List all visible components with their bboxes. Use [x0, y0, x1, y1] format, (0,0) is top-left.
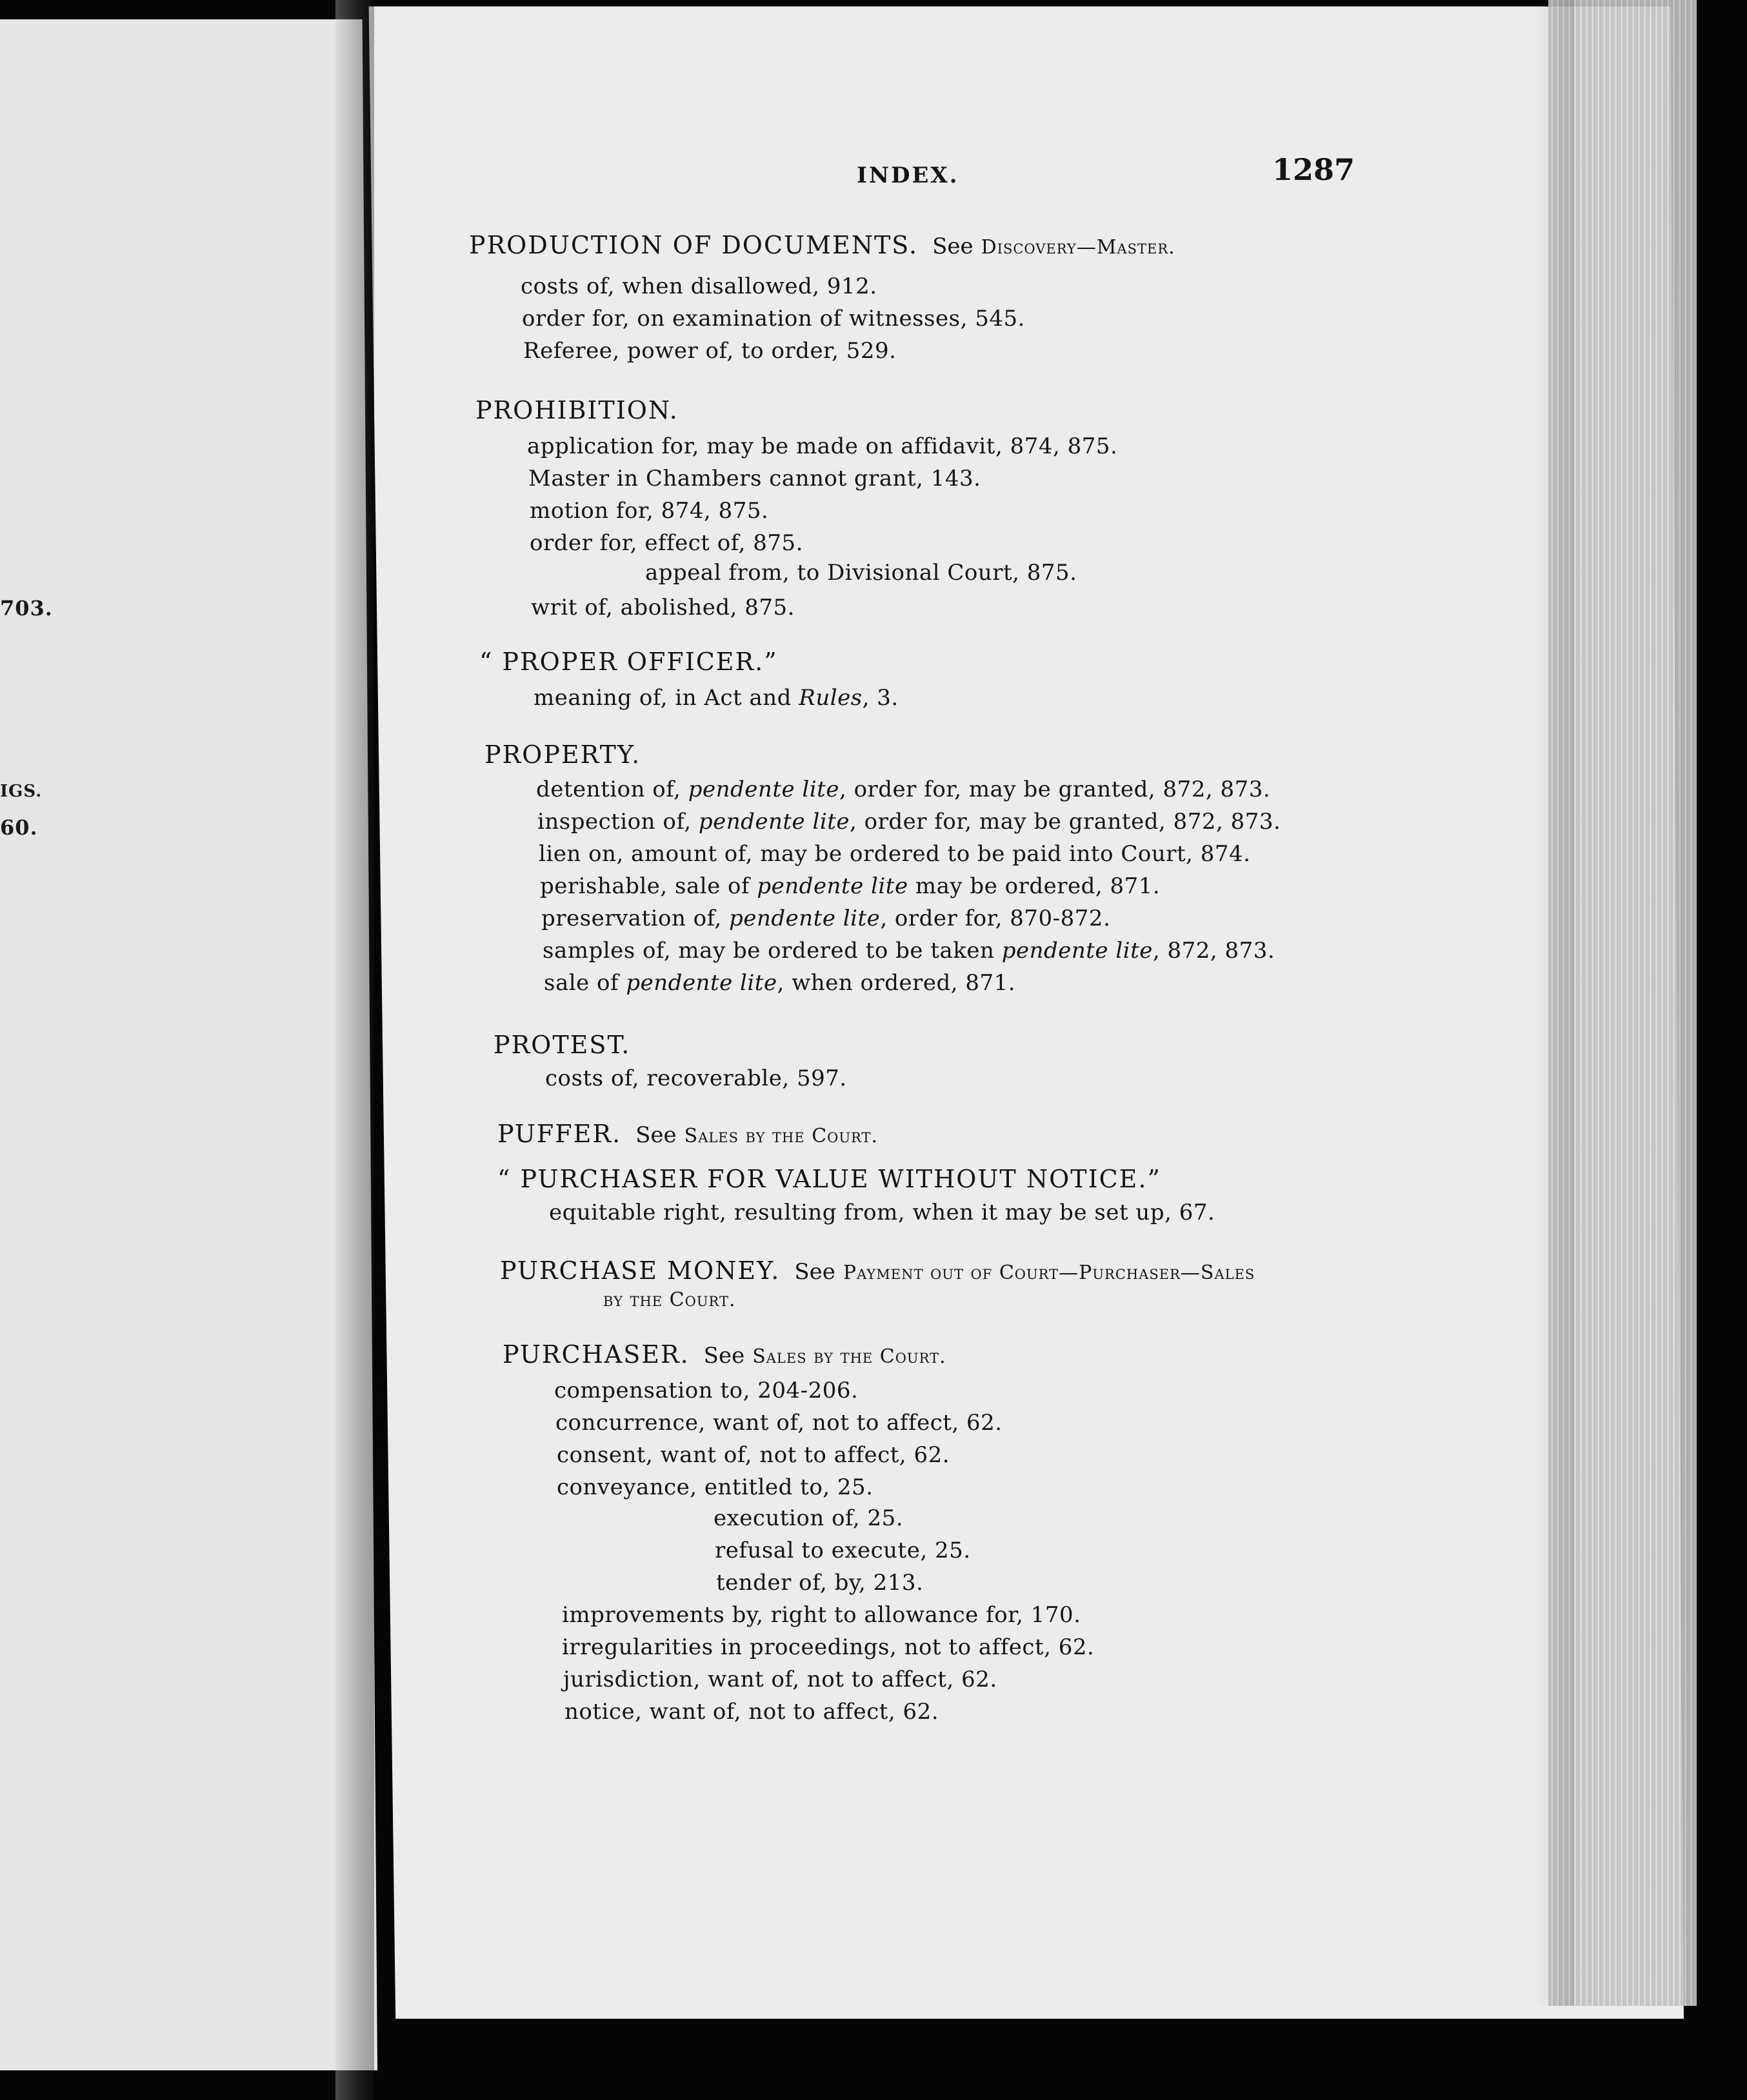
index-subentry [541, 906, 1110, 931]
page-number: 1287 [1272, 152, 1355, 187]
index-subentry: conveyance, entitled to, 25. [557, 1474, 874, 1500]
subentry-italic: Rules [799, 685, 863, 711]
index-subentry: Master in Chambers cannot grant, 143. [528, 466, 981, 491]
subentry-text: samples of, may be ordered to be taken [543, 938, 1002, 964]
see-word: See [794, 1259, 835, 1285]
index-heading-protest [494, 1031, 630, 1059]
book-gutter [335, 0, 374, 2100]
left-page-fragment: 60. [0, 815, 38, 840]
cross-reference: Discovery—Master. [981, 236, 1175, 259]
index-subentry [536, 777, 1270, 802]
index-subentry [543, 938, 1275, 964]
index-subentry [544, 970, 1015, 996]
index-subentry-nested: tender of, by, 213. [716, 1570, 924, 1596]
subentry-italic: pendente lite [729, 906, 881, 931]
page-edge-shadow [1535, 0, 1574, 2006]
cross-reference: Payment out of Court—Purchaser—Sales [843, 1262, 1255, 1284]
index-heading-proper-officer [479, 648, 778, 676]
heading-text: PROPERTY. [484, 740, 641, 769]
index-subentry: Referee, power of, to order, 529. [523, 338, 897, 364]
subentry-text: meaning of, in Act and [534, 685, 799, 711]
running-header: INDEX. [857, 163, 959, 188]
subentry-italic: pendente lite [757, 873, 908, 899]
cross-reference: Sales by the Court. [752, 1345, 946, 1368]
index-subentry [537, 809, 1281, 835]
index-subentry-nested: execution of, 25. [714, 1505, 904, 1531]
index-subentry: order for, on examination of witnesses, 545. [522, 306, 1025, 332]
index-heading-prohibition [475, 396, 679, 424]
index-heading-property [484, 740, 641, 769]
subentry-text: , order for, may be granted, 872, 873. [850, 809, 1281, 835]
index-subentry: costs of, recoverable, 597. [545, 1065, 847, 1091]
index-heading-purchaser-for-value [497, 1165, 1161, 1193]
index-subentry: jurisdiction, want of, not to affect, 62. [563, 1667, 997, 1692]
index-subentry-nested: appeal from, to Divisional Court, 875. [645, 560, 1077, 586]
see-word: See [932, 233, 973, 259]
index-subentry: compensation to, 204-206. [554, 1378, 859, 1403]
heading-text: PUFFER. [497, 1120, 622, 1148]
index-heading-production-of-documents [469, 231, 1175, 259]
index-subentry-nested: refusal to execute, 25. [715, 1538, 971, 1563]
subentry-italic: pendente lite [1001, 938, 1153, 964]
index-subentry [534, 685, 899, 711]
subentry-text: sale of [544, 970, 626, 996]
index-subentry: order for, effect of, 875. [530, 530, 803, 556]
see-word: See [635, 1122, 677, 1148]
index-heading-purchaser [503, 1340, 946, 1369]
index-subentry: motion for, 874, 875. [530, 498, 769, 524]
subentry-text: , order for, may be granted, 872, 873. [839, 777, 1271, 802]
index-subentry: irregularities in proceedings, not to affect, 62. [562, 1634, 1095, 1660]
heading-text: “ PURCHASER FOR VALUE WITHOUT NOTICE.” [497, 1165, 1161, 1193]
heading-text: PURCHASE MONEY. [500, 1256, 781, 1285]
index-subentry [540, 873, 1160, 899]
subentry-text: may be ordered, 871. [908, 873, 1161, 899]
index-subentry: writ of, abolished, 875. [531, 595, 795, 620]
subentry-italic: pendente lite [626, 970, 777, 996]
index-subentry [539, 841, 1250, 867]
index-subentry: improvements by, right to allowance for, 170. [562, 1602, 1081, 1628]
subentry-text: , 3. [862, 685, 899, 711]
cross-reference-continuation: by the Court. [603, 1289, 736, 1311]
left-page-fragment: IGS. [0, 782, 43, 801]
cross-reference: Sales by the Court. [684, 1125, 879, 1147]
heading-text: PRODUCTION OF DOCUMENTS. [469, 231, 919, 259]
subentry-text: perishable, sale of [540, 873, 757, 899]
subentry-text: , order for, 870-872. [880, 906, 1111, 931]
subentry-text: inspection of, [537, 809, 699, 835]
see-word: See [703, 1343, 745, 1369]
index-subentry: consent, want of, not to affect, 62. [557, 1442, 950, 1468]
subentry-italic: pendente lite [688, 777, 839, 802]
index-subentry: equitable right, resulting from, when it may be set up, 67. [549, 1200, 1215, 1225]
index-subentry: costs of, when disallowed, 912. [521, 273, 877, 299]
left-page-fragment: 703. [0, 596, 53, 620]
index-subentry: notice, want of, not to affect, 62. [564, 1699, 939, 1725]
heading-text: PURCHASER. [503, 1340, 690, 1369]
subentry-text: lien on, amount of, may be ordered to be paid into Court, 874. [539, 841, 1251, 867]
subentry-italic: pendente lite [698, 809, 850, 835]
index-heading-puffer [497, 1120, 878, 1148]
subentry-text: preservation of, [541, 906, 730, 931]
subentry-text: detention of, [536, 777, 688, 802]
left-page [0, 19, 377, 2070]
heading-text: “ PROPER OFFICER.” [479, 648, 778, 676]
index-subentry: concurrence, want of, not to affect, 62. [555, 1410, 1003, 1436]
subentry-text: , when ordered, 871. [777, 970, 1016, 996]
subentry-text: , 872, 873. [1152, 938, 1275, 964]
heading-text: PROTEST. [494, 1031, 631, 1059]
heading-text: PROHIBITION. [475, 396, 679, 424]
index-heading-purchase-money [500, 1256, 1255, 1285]
index-subentry: application for, may be made on affidavit, 874, 875. [527, 433, 1118, 459]
